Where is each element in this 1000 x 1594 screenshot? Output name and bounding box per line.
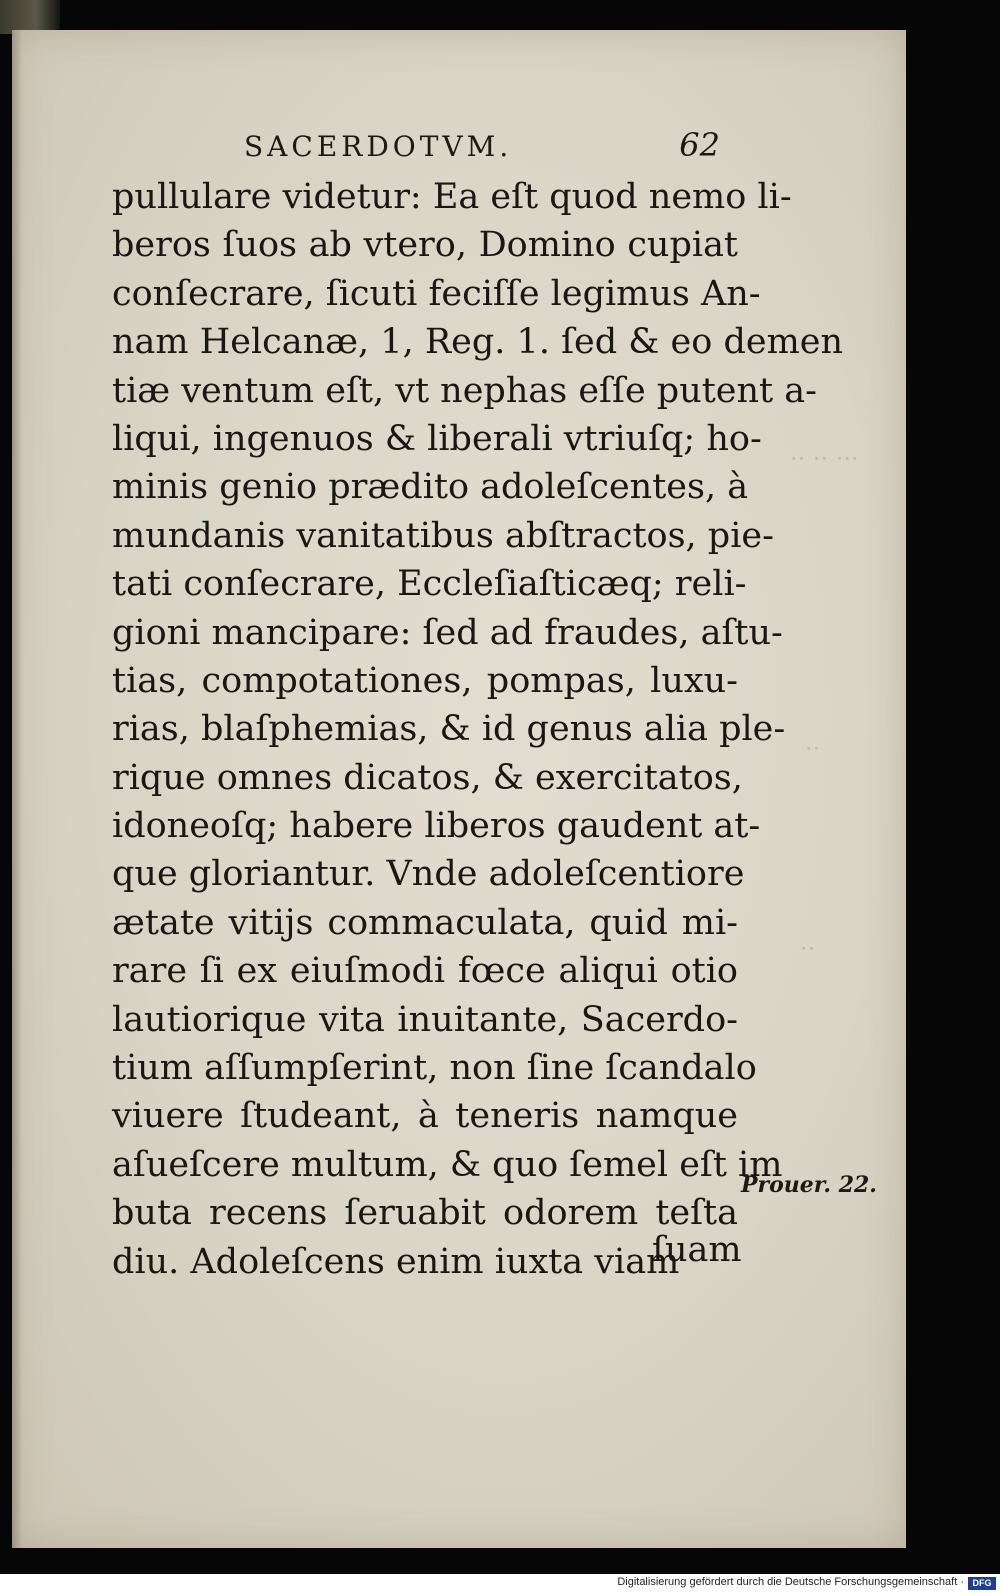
- text-line: tias, compotationes, pompas, luxu-: [112, 660, 738, 701]
- text-line: aſueſcere multum, & quo ſemel eſt im: [112, 1144, 783, 1185]
- page-number: 62: [679, 126, 720, 164]
- bleed-through-mark: ··: [800, 935, 816, 963]
- page-header: [244, 126, 720, 170]
- text-line: beros ſuos ab vtero, Domino cupiat: [112, 225, 738, 266]
- text-line: rias, blaſphemias, & id genus alia ple-: [112, 709, 786, 750]
- page-gutter-shadow: [12, 30, 22, 1548]
- text-line: tium aſſumpſerint, non ſine ſcandalo: [112, 1048, 757, 1089]
- text-line: tiæ ventum eſt, vt nephas eſſe putent a-: [112, 370, 817, 411]
- text-line: lautiorique vita inuitante, Sacerdo-: [112, 999, 738, 1040]
- book-corner: [0, 0, 60, 34]
- digitization-footer: [0, 1574, 1000, 1594]
- text-line: idoneoſq; habere liberos gaudent at-: [112, 806, 761, 847]
- dfg-logo: DFG: [968, 1577, 996, 1590]
- text-line: tati conſecrare, Eccleſiaſticæq; reli-: [112, 564, 747, 605]
- catchword: ſuam: [652, 1230, 742, 1270]
- text-line: viuere ſtudeant, à teneris namque: [112, 1096, 738, 1137]
- text-line: rare ſi ex eiuſmodi fœce aliqui otio: [112, 951, 738, 992]
- text-line: nam Helcanæ, 1, Reg. 1. ſed & eo demen: [112, 322, 844, 363]
- bleed-through-mark: ··: [805, 735, 821, 763]
- marginal-note: Prouer. 22.: [741, 1172, 877, 1198]
- text-line: conſecrare, ſicuti feciſſe legimus An-: [112, 273, 761, 314]
- text-line: diu. Adoleſcens enim iuxta viam: [112, 1241, 680, 1282]
- running-head: SACERDOTVM.: [244, 130, 513, 163]
- text-line: ætate vitijs commaculata, quid mi-: [112, 902, 738, 943]
- text-line: mundanis vanitatibus abſtractos, pie-: [112, 515, 774, 556]
- text-line: liqui, ingenuos & liberali vtriuſq; ho-: [112, 418, 762, 459]
- bleed-through-mark: ·· ·· ···: [790, 445, 859, 473]
- text-line: gioni mancipare: ſed ad fraudes, aſtu-: [112, 612, 783, 653]
- text-line: rique omnes dicatos, & exercitatos,: [112, 757, 743, 798]
- text-line: que gloriantur. Vnde adoleſcentiore: [112, 854, 745, 895]
- funding-credit: Digitalisierung gefördert durch die Deutsche Forschungsgemeinschaft ·: [617, 1576, 964, 1588]
- text-line: buta recens ſeruabit odorem teſta: [112, 1193, 738, 1234]
- text-line: minis genio prædito adoleſcentes, à: [112, 467, 749, 508]
- text-line: pullulare videtur: Ea eſt quod nemo li-: [112, 177, 792, 217]
